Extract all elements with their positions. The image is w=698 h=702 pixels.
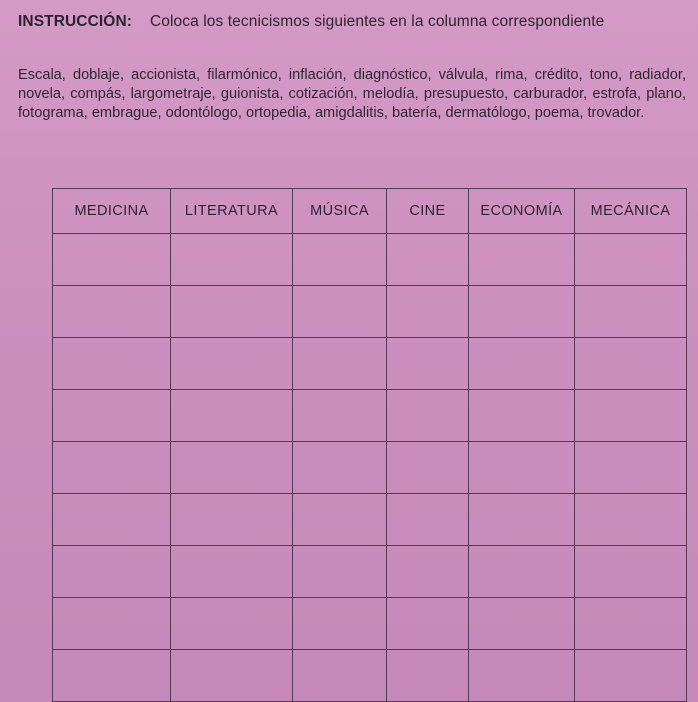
- answer-cell[interactable]: [387, 494, 469, 546]
- classification-table-container: [52, 188, 686, 684]
- answer-cell[interactable]: [53, 546, 171, 598]
- table-row: [53, 650, 687, 702]
- answer-cell[interactable]: [171, 286, 293, 338]
- answer-cell[interactable]: [469, 338, 575, 390]
- column-header-cine: CINE: [387, 189, 469, 234]
- answer-cell[interactable]: [293, 442, 387, 494]
- answer-cell[interactable]: [53, 390, 171, 442]
- column-header-medicina: MEDICINA: [53, 189, 171, 234]
- table-row: [53, 546, 687, 598]
- column-header-economia: ECONOMÍA: [469, 189, 575, 234]
- answer-cell[interactable]: [469, 390, 575, 442]
- answer-cell[interactable]: [387, 338, 469, 390]
- instruction-label: INSTRUCCIÓN:: [18, 13, 132, 30]
- instruction-text: Coloca los tecnicismos siguientes en la columna correspondiente: [150, 13, 605, 30]
- table-row: [53, 286, 687, 338]
- column-header-musica: MÚSICA: [293, 189, 387, 234]
- answer-cell[interactable]: [387, 286, 469, 338]
- answer-cell[interactable]: [293, 234, 387, 286]
- answer-cell[interactable]: [387, 390, 469, 442]
- table-body: [53, 234, 687, 702]
- answer-cell[interactable]: [469, 546, 575, 598]
- answer-cell[interactable]: [387, 598, 469, 650]
- table-row: [53, 390, 687, 442]
- answer-cell[interactable]: [293, 546, 387, 598]
- answer-cell[interactable]: [53, 598, 171, 650]
- answer-cell[interactable]: [387, 442, 469, 494]
- table-row: [53, 442, 687, 494]
- answer-cell[interactable]: [575, 338, 687, 390]
- answer-cell[interactable]: [575, 442, 687, 494]
- answer-cell[interactable]: [387, 546, 469, 598]
- table-row: [53, 494, 687, 546]
- answer-cell[interactable]: [387, 234, 469, 286]
- answer-cell[interactable]: [469, 286, 575, 338]
- answer-cell[interactable]: [171, 390, 293, 442]
- answer-cell[interactable]: [53, 234, 171, 286]
- answer-cell[interactable]: [469, 442, 575, 494]
- answer-cell[interactable]: [171, 234, 293, 286]
- answer-cell[interactable]: [469, 598, 575, 650]
- answer-cell[interactable]: [469, 234, 575, 286]
- answer-cell[interactable]: [171, 650, 293, 702]
- answer-cell[interactable]: [575, 234, 687, 286]
- answer-cell[interactable]: [469, 494, 575, 546]
- answer-cell[interactable]: [293, 390, 387, 442]
- answer-cell[interactable]: [171, 494, 293, 546]
- answer-cell[interactable]: [53, 650, 171, 702]
- answer-cell[interactable]: [387, 650, 469, 702]
- answer-cell[interactable]: [469, 650, 575, 702]
- answer-cell[interactable]: [575, 650, 687, 702]
- answer-cell[interactable]: [171, 598, 293, 650]
- answer-cell[interactable]: [171, 546, 293, 598]
- answer-cell[interactable]: [293, 286, 387, 338]
- instruction-line: [18, 13, 604, 31]
- answer-cell[interactable]: [575, 546, 687, 598]
- answer-cell[interactable]: [293, 338, 387, 390]
- answer-cell[interactable]: [53, 338, 171, 390]
- answer-cell[interactable]: [293, 494, 387, 546]
- answer-cell[interactable]: [575, 598, 687, 650]
- answer-cell[interactable]: [53, 442, 171, 494]
- table-header-row: [53, 189, 687, 234]
- word-bank-paragraph: Escala, doblaje, accionista, filarmónico, inflación, diagnóstico, válvula, rima, crédito, tono, radiador, novela, compás, largometraje, guionista, cotización, melodía, presupuesto, carburador, estrofa, plano, fotograma, embrague, odontólogo, ortopedia, amigdalitis, batería, dermatólogo, poema, trovador.: [18, 67, 686, 121]
- answer-cell[interactable]: [575, 494, 687, 546]
- column-header-literatura: LITERATURA: [171, 189, 293, 234]
- table-row: [53, 598, 687, 650]
- answer-cell[interactable]: [171, 338, 293, 390]
- table-row: [53, 234, 687, 286]
- answer-cell[interactable]: [575, 390, 687, 442]
- answer-cell[interactable]: [171, 442, 293, 494]
- answer-cell[interactable]: [53, 494, 171, 546]
- table-row: [53, 338, 687, 390]
- answer-cell[interactable]: [575, 286, 687, 338]
- classification-table: [52, 188, 687, 702]
- column-header-mecanica: MECÁNICA: [575, 189, 687, 234]
- answer-cell[interactable]: [293, 650, 387, 702]
- answer-cell[interactable]: [293, 598, 387, 650]
- answer-cell[interactable]: [53, 286, 171, 338]
